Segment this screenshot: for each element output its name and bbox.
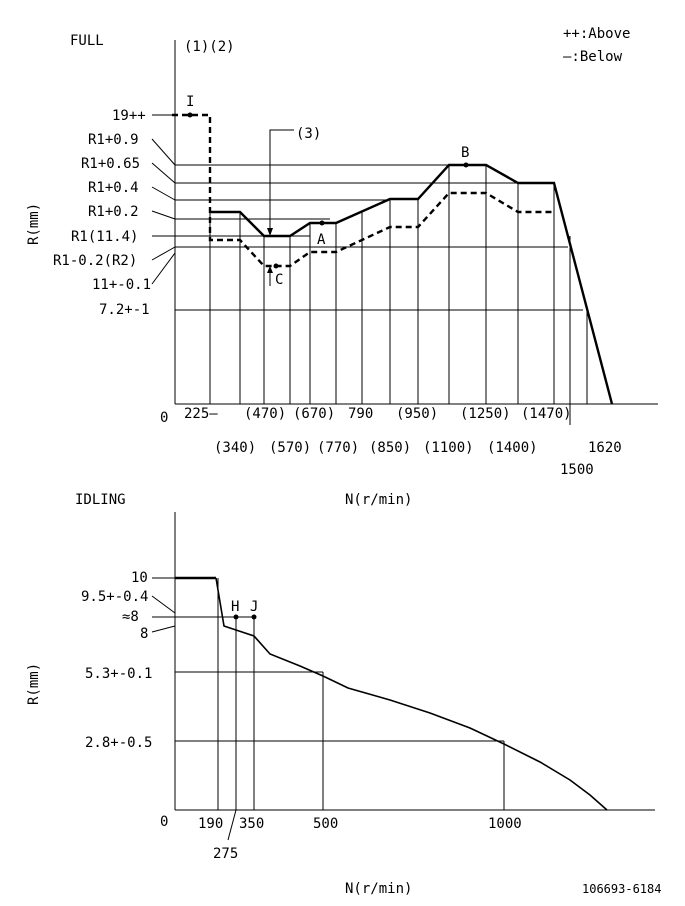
legend-above: ++:Above — [563, 26, 631, 42]
x-label-770: (770) — [317, 440, 360, 456]
full-y-title: R(mm) — [26, 202, 42, 245]
legend-below: —:Below — [563, 49, 623, 65]
idle-y-label-53: 5.3+-0.1 — [85, 666, 153, 682]
point-c-label: C — [275, 272, 284, 288]
x-label-850: (850) — [369, 440, 412, 456]
note-1-2: (1)(2) — [184, 39, 235, 55]
point-j-label: J — [250, 599, 259, 615]
x-label-1620: 1620 — [588, 440, 622, 456]
note-3: (3) — [296, 126, 322, 142]
x-label-790: 790 — [348, 406, 374, 422]
x-label-470: (470) — [244, 406, 287, 422]
idle-y-label-approx8: ≈8 — [122, 609, 139, 625]
point-h-marker — [234, 615, 239, 620]
idle-x-label-1000: 1000 — [488, 816, 522, 832]
full-leaders — [152, 139, 175, 284]
point-i-marker — [188, 113, 193, 118]
idling-y-title: R(mm) — [26, 662, 42, 705]
idling-title: IDLING — [75, 492, 126, 508]
idling-x-title: N(r/min) — [345, 881, 413, 897]
x-label-950: (950) — [396, 406, 439, 422]
point-a-marker — [320, 221, 325, 226]
y-label-r1: R1(11.4) — [71, 229, 139, 245]
idle-x-label-350: 350 — [239, 816, 265, 832]
full-x-labels — [184, 406, 622, 478]
x-label-1500: 1500 — [560, 462, 594, 478]
document-number: 106693-6184 — [582, 882, 662, 896]
point-a-label: A — [317, 232, 326, 248]
y-label-11: 11+-0.1 — [92, 277, 152, 293]
note-3-arrow — [270, 130, 294, 230]
point-c-marker — [274, 264, 279, 269]
point-b-label: B — [461, 145, 470, 161]
y-label-19: 19++ — [112, 108, 146, 124]
full-section — [26, 26, 658, 508]
x-label-225: 225— — [184, 406, 218, 422]
x-label-340: (340) — [214, 440, 257, 456]
x-label-1400: (1400) — [487, 440, 538, 456]
idle-y-label-10: 10 — [131, 570, 148, 586]
full-y-labels — [53, 108, 151, 318]
point-h-label: H — [231, 599, 240, 615]
y-label-72: 7.2+-1 — [99, 302, 150, 318]
idle-y-label-95: 9.5+-0.4 — [81, 589, 149, 605]
idle-y-label-28: 2.8+-0.5 — [85, 735, 153, 751]
idling-origin: 0 — [160, 814, 169, 830]
x-label-1100: (1100) — [423, 440, 474, 456]
y-label-r1-065: R1+0.65 — [81, 156, 141, 172]
x-label-1470: (1470) — [521, 406, 572, 422]
full-title: FULL — [70, 33, 104, 49]
x-label-570: (570) — [269, 440, 312, 456]
full-below-curve — [172, 115, 554, 266]
idling-curve — [216, 578, 607, 810]
x-label-670: (670) — [293, 406, 336, 422]
point-b-marker — [464, 163, 469, 168]
y-label-r1-04: R1+0.4 — [88, 180, 139, 196]
idling-section — [26, 492, 655, 897]
x-label-1250: (1250) — [460, 406, 511, 422]
y-label-r1-02-r2: R1-0.2(R2) — [53, 253, 138, 269]
full-origin: 0 — [160, 410, 169, 426]
idle-y-label-8: 8 — [140, 626, 149, 642]
y-label-r1-09: R1+0.9 — [88, 132, 139, 148]
idle-x-label-500: 500 — [313, 816, 339, 832]
idle-x-label-275: 275 — [213, 846, 239, 862]
y-label-r1-02: R1+0.2 — [88, 204, 139, 220]
idle-x-label-190: 190 — [198, 816, 224, 832]
point-i-label: I — [186, 94, 195, 110]
full-vertical-lines — [210, 165, 587, 425]
point-j-marker — [252, 615, 257, 620]
full-x-title: N(r/min) — [345, 492, 413, 508]
